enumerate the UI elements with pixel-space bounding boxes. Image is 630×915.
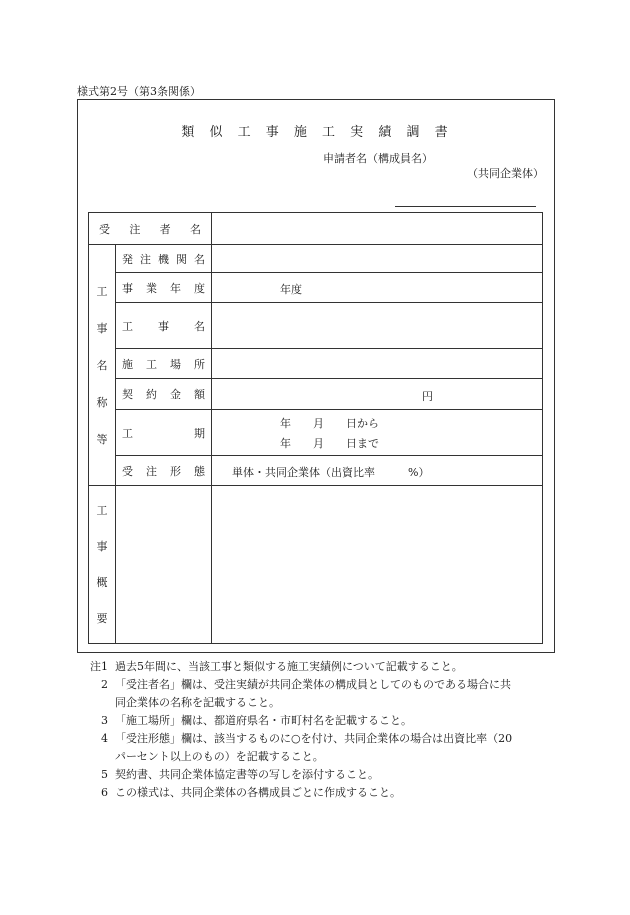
- note-item-4: [88, 730, 512, 766]
- form-type-value[interactable]: [212, 456, 543, 486]
- signature-line: [395, 206, 536, 207]
- fiscal-year-row: [89, 273, 543, 303]
- group-char-1: 工: [96, 284, 108, 298]
- project-name-value[interactable]: [212, 303, 543, 349]
- period-to: 年 月 日まで: [280, 437, 379, 450]
- period-from: 年 月 日から: [280, 417, 379, 430]
- note-number: 6: [101, 786, 108, 799]
- group-char-5: 等: [96, 432, 108, 446]
- note-text: 過去5年間に、当該工事と類似する施工実績例について記載すること。: [115, 660, 463, 673]
- ordering-agency-label: 発注機関名: [116, 245, 212, 273]
- project-details-group-label: [89, 245, 116, 486]
- note-text: 「施工場所」欄は、都道府県名・市町村名を記載すること。: [115, 714, 412, 727]
- note-number: 3: [101, 714, 108, 727]
- joint-venture-label: （共同企業体）: [467, 167, 544, 180]
- note-text-continued: パーセント以上のもの）を記載すること。: [115, 750, 324, 763]
- form-type-row: [89, 456, 543, 486]
- amount-unit: 円: [422, 390, 433, 403]
- ordering-agency-value[interactable]: [212, 245, 543, 273]
- amount-row: [89, 379, 543, 410]
- summary-label: [89, 486, 116, 644]
- ordering-agency-row: [89, 245, 543, 273]
- site-value[interactable]: [212, 349, 543, 379]
- project-name-row: [89, 303, 543, 349]
- note-text: 契約書、共同企業体協定書等の写しを添付すること。: [115, 768, 379, 781]
- note-item-3: [88, 712, 512, 730]
- summary-value[interactable]: [212, 486, 543, 644]
- group-char-2: 事: [96, 321, 108, 335]
- site-row: [89, 349, 543, 379]
- summary-char-4: 要: [96, 611, 108, 625]
- recipient-value[interactable]: [212, 213, 543, 245]
- note-text-continued: 同企業体の名称を記載すること。: [115, 696, 280, 709]
- note-item-5: [88, 766, 512, 784]
- summary-char-1: 工: [96, 503, 108, 517]
- project-name-label: 工事名: [116, 303, 212, 349]
- summary-char-3: 概: [96, 575, 108, 589]
- applicant-name-label: 申請者名（構成員名）: [323, 152, 433, 165]
- amount-value[interactable]: [212, 379, 543, 410]
- summary-sub-cell[interactable]: [116, 486, 212, 644]
- recipient-label: 受 注 者 名: [89, 213, 212, 245]
- recipient-row: [89, 213, 543, 245]
- form-type-text: 単体・共同企業体（出資比率 %）: [232, 466, 430, 479]
- note-number: 5: [101, 768, 108, 781]
- note-number: 注1: [90, 660, 108, 673]
- fiscal-year-label: 事業年度: [116, 273, 212, 303]
- document-title: 類 似 工 事 施 工 実 績 調 書: [181, 125, 449, 140]
- summary-char-2: 事: [96, 539, 108, 553]
- note-text: 「受注形態」欄は、該当するものに○を付け、共同企業体の場合は出資比率（20: [115, 732, 513, 745]
- period-value[interactable]: [212, 410, 543, 456]
- period-label: 工期: [116, 410, 212, 456]
- period-row: [89, 410, 543, 456]
- summary-row: [89, 486, 543, 644]
- notes-list: [88, 658, 512, 802]
- note-item-2: [88, 676, 512, 712]
- group-char-4: 称: [96, 395, 108, 409]
- construction-record-table: [88, 212, 543, 644]
- note-item-6: [88, 784, 512, 802]
- note-number: 2: [101, 678, 108, 691]
- note-text: 「受注者名」欄は、受注実績が共同企業体の構成員としてのものである場合に共: [115, 678, 511, 691]
- form-number-label: 様式第2号（第3条関係）: [77, 85, 201, 98]
- fiscal-year-suffix: 年度: [280, 283, 302, 296]
- site-label: 施工場所: [116, 349, 212, 379]
- group-char-3: 名: [96, 358, 108, 372]
- form-type-label: 受注形態: [116, 456, 212, 486]
- amount-label: 契約金額: [116, 379, 212, 410]
- note-text: この様式は、共同企業体の各構成員ごとに作成すること。: [115, 786, 401, 799]
- note-number: 4: [101, 732, 108, 745]
- note-item-1: [88, 658, 512, 676]
- fiscal-year-value[interactable]: [212, 273, 543, 303]
